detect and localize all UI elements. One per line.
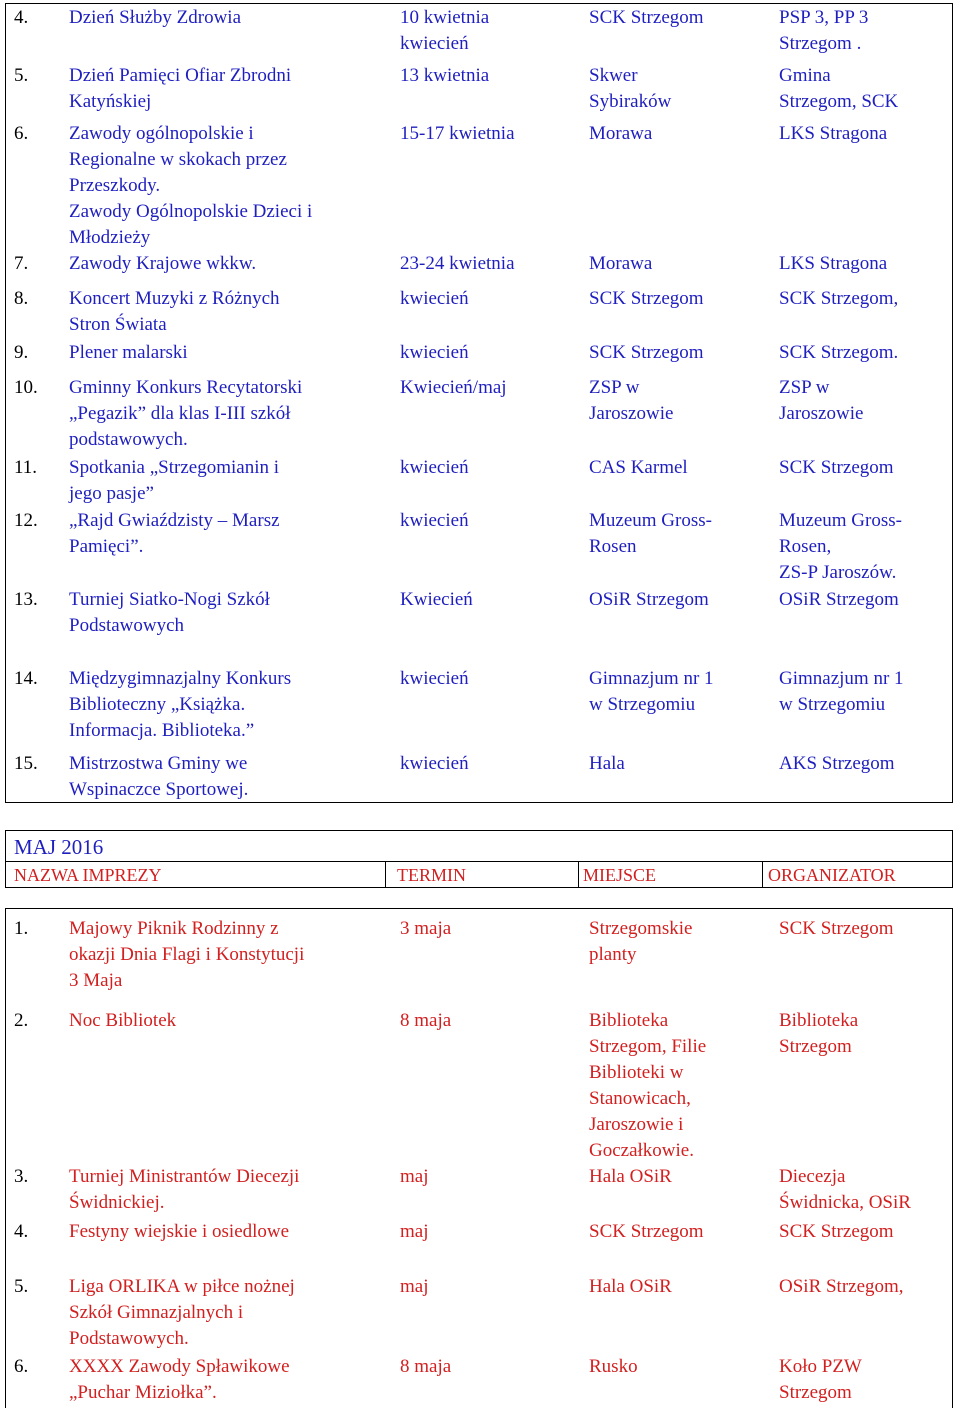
event-place: SCK Strzegom — [589, 7, 704, 28]
event-date: 23-24 kwietnia — [400, 253, 515, 274]
event-name: Zawody Krajowe wkkw. — [69, 253, 257, 274]
header-separator — [762, 861, 763, 887]
event-name: Turniej Siatko-Nogi Szkół Podstawowych — [69, 589, 270, 636]
event-place: Morawa — [589, 123, 653, 144]
event-place: SCK Strzegom — [589, 1221, 704, 1242]
event-date: Kwiecień/maj — [400, 377, 507, 398]
event-organizer: LKS Stragona — [779, 123, 888, 144]
event-name: XXXX Zawody Spławikowe „Puchar Miziołka”. — [69, 1356, 290, 1403]
event-place: Morawa — [589, 253, 653, 274]
row-number: 2. — [14, 1010, 29, 1031]
event-organizer: SCK Strzegom — [779, 457, 894, 478]
event-organizer: OSiR Strzegom — [779, 589, 899, 610]
event-name: Mistrzostwa Gminy we Wspinaczce Sportowej. — [69, 753, 249, 800]
row-number: 4. — [14, 1221, 29, 1242]
row-number: 6. — [14, 1356, 29, 1377]
event-name: Koncert Muzyki z Różnych Stron Świata — [69, 288, 280, 335]
row-number: 5. — [14, 65, 29, 86]
event-date: kwiecień — [400, 342, 469, 363]
event-name: „Rajd Gwiaździsty – Marsz Pamięci”. — [69, 510, 280, 557]
event-organizer: Gimnazjum nr 1 w Strzegomiu — [779, 668, 904, 715]
event-organizer: Biblioteka Strzegom — [779, 1010, 859, 1057]
event-organizer: Diecezja Świdnicka, OSiR — [779, 1166, 911, 1213]
event-place: Gimnazjum nr 1 w Strzegomiu — [589, 668, 714, 715]
event-name: Spotkania „Strzegomianin i jego pasje” — [69, 457, 280, 504]
header-separator — [385, 861, 386, 887]
may-section-title: MAJ 2016 — [14, 835, 104, 859]
event-place: Strzegomskie planty — [589, 918, 693, 965]
header-name: NAZWA IMPREZY — [14, 865, 162, 885]
event-date: maj — [400, 1166, 429, 1187]
event-organizer: OSiR Strzegom, — [779, 1276, 904, 1297]
event-organizer: Gmina Strzegom, SCK — [779, 65, 899, 112]
header-date: TERMIN — [397, 865, 466, 885]
event-place: Hala — [589, 753, 625, 774]
event-place: Biblioteka Strzegom, Filie Biblioteki w Stanowicach, Jaroszowie i Goczałkowie. — [589, 1010, 707, 1161]
event-name: Gminny Konkurs Recytatorski „Pegazik” dla klas I-III szkół podstawowych. — [69, 377, 303, 450]
row-number: 4. — [14, 7, 29, 28]
row-number: 3. — [14, 1166, 29, 1187]
row-number: 12. — [14, 510, 38, 531]
event-place: Rusko — [589, 1356, 638, 1377]
event-place: SCK Strzegom — [589, 288, 704, 309]
event-date: 3 maja — [400, 918, 452, 939]
event-date: 13 kwietnia — [400, 65, 490, 86]
event-name: Festyny wiejskie i osiedlowe — [69, 1221, 290, 1242]
event-organizer: PSP 3, PP 3 Strzegom . — [779, 7, 869, 54]
event-date: kwiecień — [400, 753, 469, 774]
event-name: Międzygimnazjalny Konkurs Biblioteczny „Książka. Informacja. Biblioteka.” — [69, 668, 292, 741]
event-name: Zawody ogólnopolskie i Regionalne w skokach przez Przeszkody. Zawody Ogólnopolskie Dzieci i Młodzieży — [69, 123, 313, 248]
event-date: kwiecień — [400, 510, 469, 531]
row-number: 14. — [14, 668, 38, 689]
event-date: kwiecień — [400, 288, 469, 309]
row-number: 7. — [14, 253, 29, 274]
event-place: SCK Strzegom — [589, 342, 704, 363]
event-date: maj — [400, 1221, 429, 1242]
event-organizer: LKS Stragona — [779, 253, 888, 274]
event-organizer: AKS Strzegom — [779, 753, 895, 774]
row-number: 1. — [14, 918, 29, 939]
event-date: maj — [400, 1276, 429, 1297]
header-organizer: ORGANIZATOR — [768, 865, 896, 885]
event-place: OSiR Strzegom — [589, 589, 709, 610]
event-name: Liga ORLIKA w piłce nożnej Szkół Gimnazjalnych i Podstawowych. — [69, 1276, 295, 1349]
event-place: Hala OSiR — [589, 1166, 672, 1187]
event-name: Noc Bibliotek — [69, 1010, 177, 1031]
event-name: Dzień Pamięci Ofiar Zbrodni Katyńskiej — [69, 65, 292, 112]
row-number: 9. — [14, 342, 29, 363]
event-organizer: SCK Strzegom. — [779, 342, 899, 363]
event-place: Skwer Sybiraków — [589, 65, 672, 112]
event-place: CAS Karmel — [589, 457, 688, 478]
row-number: 11. — [14, 457, 38, 478]
event-name: Plener malarski — [69, 342, 188, 363]
event-name: Turniej Ministrantów Diecezji Świdnickiej. — [69, 1166, 300, 1213]
event-organizer: ZSP w Jaroszowie — [779, 377, 864, 424]
event-date: Kwiecień — [400, 589, 473, 610]
event-organizer: Muzeum Gross- Rosen, ZS-P Jaroszów. — [779, 510, 902, 583]
header-separator — [578, 861, 579, 887]
event-date: kwiecień — [400, 668, 469, 689]
event-organizer: SCK Strzegom — [779, 1221, 894, 1242]
row-number: 15. — [14, 753, 38, 774]
event-place: Hala OSiR — [589, 1276, 672, 1297]
event-place: ZSP w Jaroszowie — [589, 377, 674, 424]
event-date: 15-17 kwietnia — [400, 123, 515, 144]
event-name: Dzień Służby Zdrowia — [69, 7, 242, 28]
event-place: Muzeum Gross- Rosen — [589, 510, 712, 557]
event-organizer: SCK Strzegom — [779, 918, 894, 939]
header-place: MIEJSCE — [583, 865, 657, 885]
row-number: 13. — [14, 589, 38, 610]
row-number: 6. — [14, 123, 29, 144]
row-number: 5. — [14, 1276, 29, 1297]
row-number: 10. — [14, 377, 38, 398]
event-date: kwiecień — [400, 457, 469, 478]
event-organizer: SCK Strzegom, — [779, 288, 899, 309]
event-organizer: Koło PZW Strzegom — [779, 1356, 862, 1403]
row-number: 8. — [14, 288, 29, 309]
event-date: 10 kwietnia kwiecień — [400, 7, 490, 54]
event-date: 8 maja — [400, 1356, 452, 1377]
event-name: Majowy Piknik Rodzinny z okazji Dnia Flagi i Konstytucji 3 Maja — [69, 918, 305, 991]
event-date: 8 maja — [400, 1010, 452, 1031]
